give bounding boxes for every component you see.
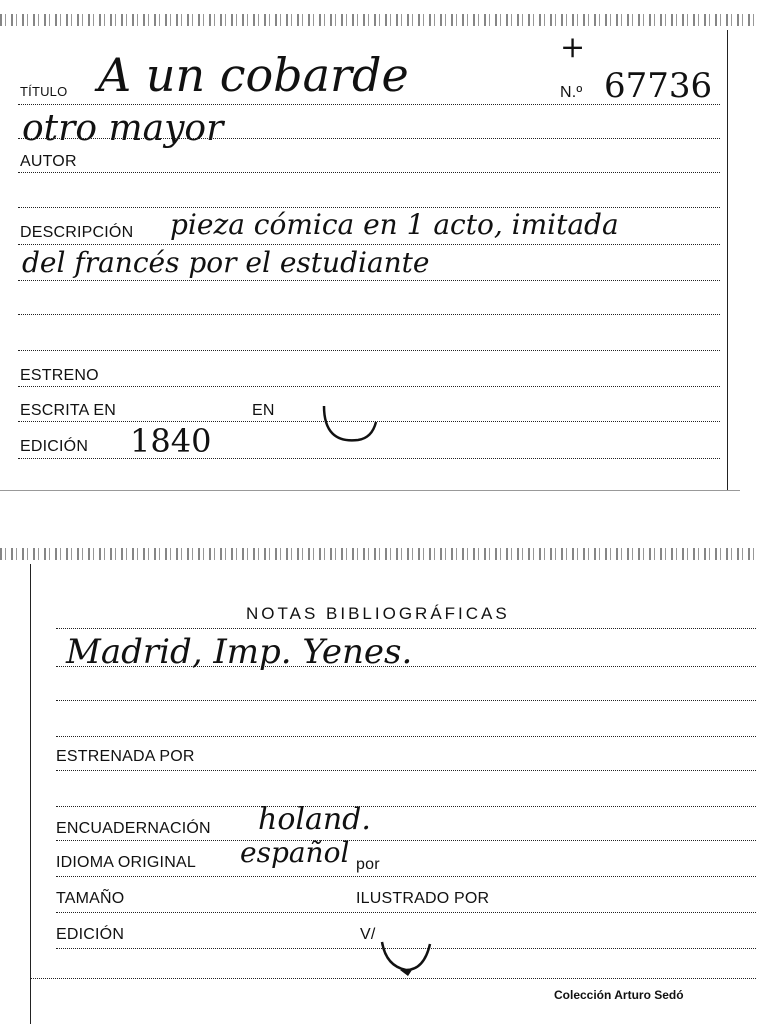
catalog-card-bottom: [0, 540, 759, 1028]
tamano-label: TAMAÑO: [56, 890, 125, 907]
edicion-label-bottom: EDICIÓN: [56, 926, 125, 943]
notas-rule: [56, 628, 756, 629]
por-label: por: [356, 856, 380, 873]
autor-rule: [18, 172, 720, 173]
descripcion-rule-2: [18, 280, 720, 281]
escrita-en-label: ESCRITA EN: [20, 402, 116, 419]
edicion-value: 1840: [130, 422, 212, 460]
descripcion-value-line2: del francés por el estudiante: [22, 246, 430, 279]
descripcion-rule-4: [18, 350, 720, 351]
card-right-border: [727, 30, 728, 490]
notas-heading: NOTAS BIBLIOGRÁFICAS: [246, 604, 510, 623]
card-bottom-rule: [30, 978, 756, 979]
collection-credit: Colección Arturo Sedó: [554, 988, 684, 1002]
v-label: V/: [360, 926, 376, 943]
tamano-rule: [56, 912, 756, 913]
descripcion-rule: [18, 244, 720, 245]
numero-value: 67736: [604, 66, 713, 106]
idioma-original-label: IDIOMA ORIGINAL: [56, 854, 196, 871]
notas-rule-2: [56, 666, 756, 667]
card-left-border: [30, 564, 31, 1024]
titulo-rule-2: [18, 138, 720, 139]
descripcion-rule-3: [18, 314, 720, 315]
idioma-original-value: español: [240, 836, 350, 869]
encuadernacion-rule: [56, 840, 756, 841]
estreno-rule: [18, 386, 720, 387]
catalog-card-top: [0, 0, 759, 500]
card-bottom-edge: [0, 548, 759, 560]
descripcion-value-line1: pieza cómica en 1 acto, imitada: [170, 208, 619, 241]
titulo-value-line2: otro mayor: [22, 108, 224, 149]
en-label: EN: [252, 402, 275, 419]
notas-value-line1: Madrid, Imp. Yenes.: [66, 632, 413, 672]
titulo-label: TÍTULO: [20, 84, 68, 99]
flourish-mark: [318, 400, 382, 450]
notas-rule-4: [56, 736, 756, 737]
edicion-label: EDICIÓN: [20, 438, 89, 455]
estrenada-rule-2: [56, 806, 756, 807]
estrenada-por-label: ESTRENADA POR: [56, 748, 195, 765]
numero-label: N.º: [560, 84, 583, 101]
edicion-rule: [18, 458, 720, 459]
titulo-value-line1: A un cobarde: [98, 48, 409, 102]
idioma-rule: [56, 876, 756, 877]
encuadernacion-value: holand.: [258, 802, 371, 837]
estreno-label: ESTRENO: [20, 367, 99, 384]
card-top-edge: [0, 14, 759, 26]
card-top-bottom-edge: [0, 490, 740, 491]
titulo-rule: [18, 104, 720, 105]
ilustrado-por-label: ILUSTRADO POR: [356, 890, 490, 907]
notas-rule-3: [56, 700, 756, 701]
autor-label: AUTOR: [20, 153, 77, 170]
flourish-mark-bottom: [378, 934, 442, 980]
estrenada-rule: [56, 770, 756, 771]
descripcion-label: DESCRIPCIÓN: [20, 224, 134, 241]
encuadernacion-label: ENCUADERNACIÓN: [56, 820, 211, 837]
numero-mark: +: [560, 30, 586, 65]
